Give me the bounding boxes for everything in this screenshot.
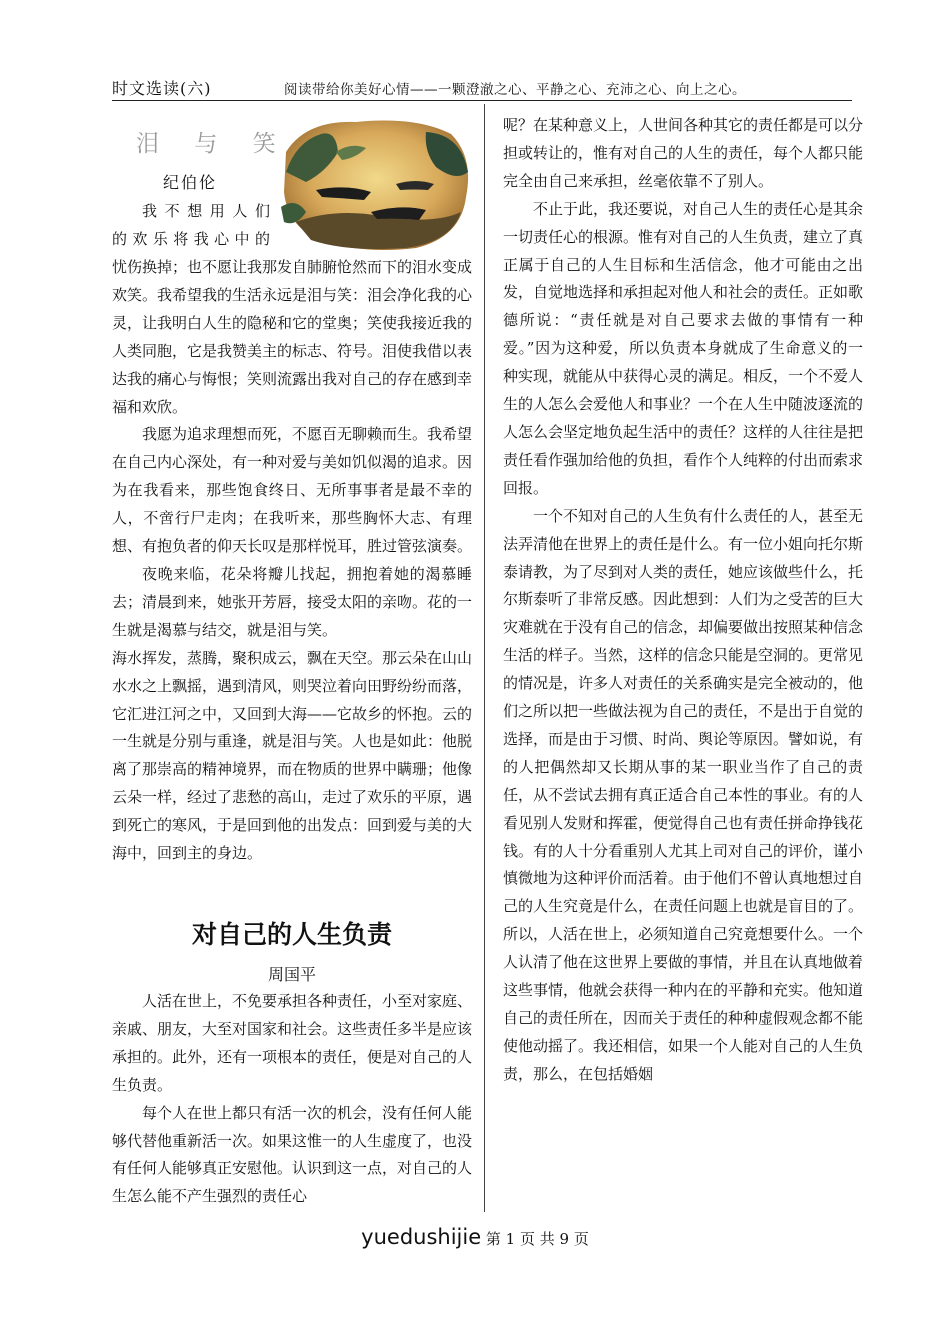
article2-paragraph: 不止于此，我还要说，对自己人生的责任心是其余一切责任心的根源。惟有对自己的人生负责，建立了真正属于自己的人生目标和生活信念，他才可能由之出发，自觉地选择和承担起对他人和社会的责任。正如歌德所说：“责任就是对自己要求去做的事情有一种爱。”因为这种爱，所以负责本身就成了生命意义的一种实现，就能从中获得心灵的满足。相反，一个不爱人生的人怎么会爱他人和事业？一个在人生中随波逐流的人怎么会坚定地负起生活中的责任？这样的人往往是把责任看作强加给他的负担，看作个人纯粹的付出而索求回报。 — [503, 199, 864, 497]
article2-paragraph: 所以，人活在世上，必须知道自己究竟想要什么。一个人认清了他在这世界上要做的事情，并且在认真地做着这些事情，他就会获得一种内在的平静和充实。他知道自己的责任所在，因而关于责任的种种虚假观念都不能使他动摇了。我还相信，如果一个人能对自己的人生负责，那么，在包括婚姻 — [503, 925, 864, 1083]
article2-author: 周国平 — [267, 965, 316, 984]
article2-paragraph: 每个人在世上都只有活一次的机会，没有任何人能够代替他重新活一次。如果这惟一的人生虚度了，也没有任何人能够真正安慰他。认识到这一点，对自己的人生怎么能不产生强烈的责任心 — [112, 1103, 473, 1206]
article1-author: 纪伯伦 — [163, 173, 218, 192]
article1-paragraph: 我愿为追求理想而死，不愿百无聊赖而生。我希望在自己内心深处，有一种对爱与美如饥似渴的追求。因为在我看来，那些饱食终日、无所事事者是最不幸的人，不啻行尸走肉；在我听来，那些胸怀大志、有理想、有抱负者的仰天长叹是那样悦耳，胜过管弦演奏。 — [112, 425, 473, 556]
article1-paragraph: 海水挥发，蒸腾，聚积成云，飘在天空。那云朵在山山水水之上飘摇，遇到清风，则哭泣着向田野纷纷而落，它汇进江河之中，又回到大海——它故乡的怀抱。云的一生就是分别与重逢，就是泪与笑。人也是如此：他脱离了那崇高的精神境界，而在物质的世界中瞒珊；他像云朵一样，经过了悲愁的高山，走过了欢乐的平原，遇到死亡的寒风，于是回到他的出发点：回到爱与美的大海中，回到主的身边。 — [112, 648, 473, 863]
article1-title: 泪 与 笑 — [136, 131, 290, 157]
article1-paragraph: 忧伤换掉；也不愿让我那发自肺腑怆然而下的泪水变成欢笑。我希望我的生活永远是泪与笑：泪会净化我的心灵，让我明白人生的隐秘和它的堂奥；笑使我接近我的人类同胞，它是我赞美主的标志、符号。泪使我借以表达我的痛心与悔恨；笑则流露出我对自己的存在感到幸福和欢欣。 — [112, 258, 473, 416]
article1-intro — [112, 198, 270, 254]
article2-paragraph: 一个不知对自己的人生负有什么责任的人，甚至无法弄清他在世界上的责任是什么。有一位小姐向托尔斯泰请教，为了尽到对人类的责任，她应该做些什么，托尔斯泰听了非常反感。因此想到：人们为之受苦的巨大灾难就在于没有自己的信念，却偏要做出按照某种信念生活的样子。当然，这样的信念只能是空洞的。更常见的情况是，许多人对责任的关系确实是完全被动的，他们之所以把一些做法视为自己的责任，不是出于自觉的选择，而是由于习惯、时尚、舆论等原因。譬如说，有的人把偶然却又长期从事的某一职业当作了自己的责任，从不尝试去拥有真正适合自己本性的事业。有的人看见别人发财和挥霍，便觉得自己也有责任拼命挣钱花钱。有的人十分看重别人尤其上司对自己的评价，谨小慎微地为这种评价而活着。由于他们不曾认真地想过自己的人生究竟是什么，在责任问题上也就是盲目的了。 — [503, 506, 864, 916]
header-slogan: 阅读带给你美好心情——一颗澄澈之心、平静之心、充沛之心、向上之心。 — [284, 82, 746, 98]
article2-paragraph: 呢？在某种意义上，人世间各种其它的责任都是可以分担或转让的，惟有对自己的人生的责任，每个人都只能完全由自己来承担，丝毫依靠不了别人。 — [503, 116, 864, 190]
page-header — [112, 74, 852, 101]
article1-body — [112, 254, 472, 868]
column-divider — [484, 104, 485, 1212]
page-footer — [0, 1225, 950, 1249]
boats-illustration — [276, 112, 476, 254]
article1-paragraph: 夜晚来临，花朵将瓣儿找起，拥抱着她的渴慕睡去；清晨到来，她张开芳唇，接受太阳的亲吻。花的一生就是渴慕与结交，就是泪与笑。 — [112, 564, 473, 639]
footer-site: yuedushijie — [361, 1225, 482, 1249]
header-series-title: 时文选读(六) — [112, 79, 212, 98]
footer-page-number: 第 1 页 共 9 页 — [481, 1230, 589, 1248]
article2-body-left — [112, 988, 472, 1211]
article2-paragraph: 人活在世上，不免要承担各种责任，小至对家庭、亲戚、朋友，大至对国家和社会。这些责任多半是应该承担的。此外，还有一项根本的责任，便是对自己的人生负责。 — [112, 992, 473, 1094]
article2-body-right — [503, 112, 863, 1089]
intro-line: 的欢乐将我心中的 — [112, 229, 270, 248]
article2-title: 对自己的人生负责 — [191, 920, 392, 949]
intro-line: 我不想用人们 — [142, 202, 270, 220]
